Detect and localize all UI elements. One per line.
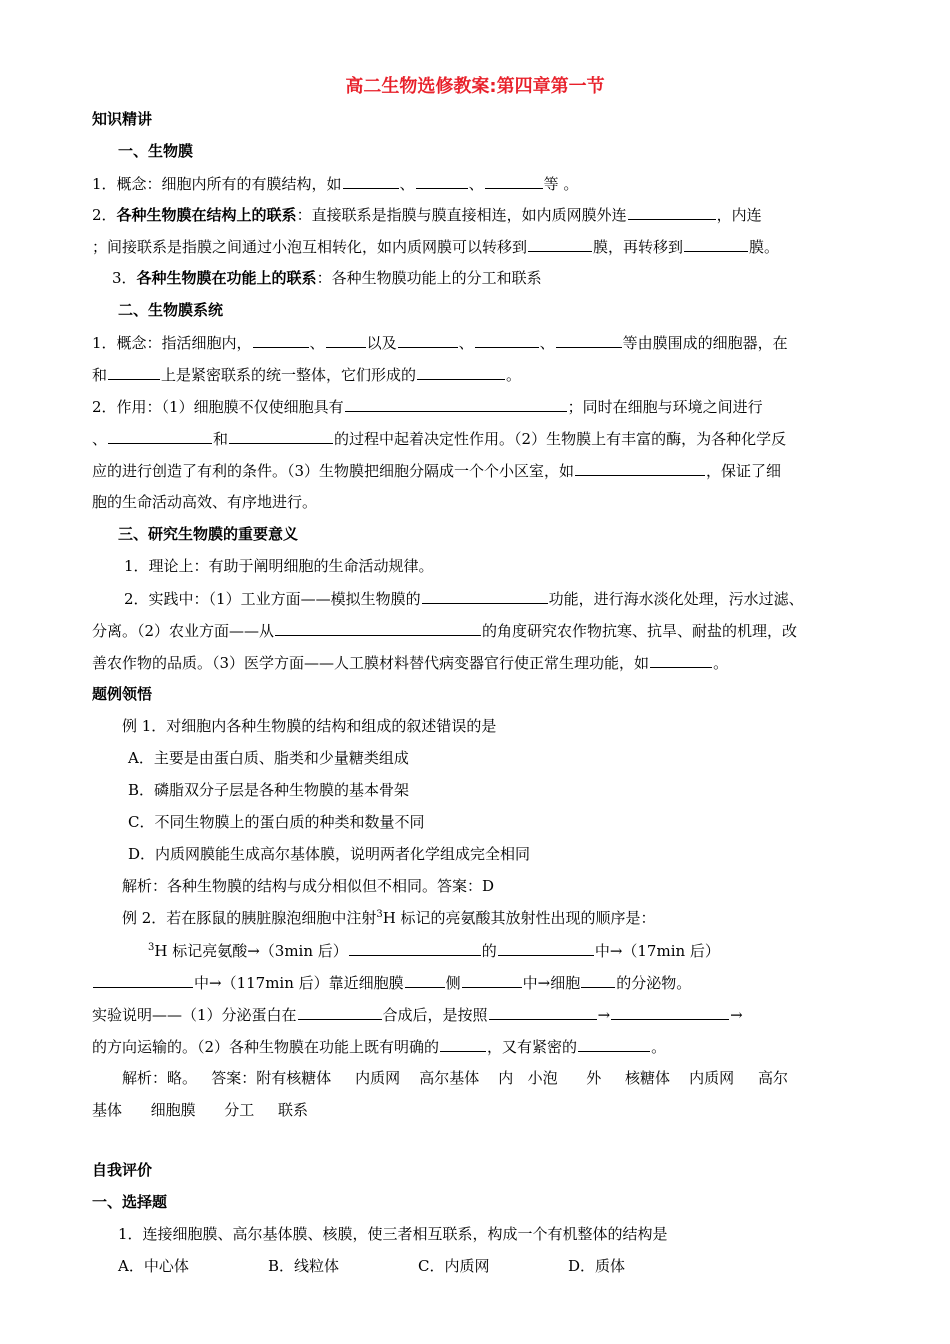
blank: [650, 652, 712, 668]
blank: [485, 173, 543, 189]
blank: [528, 236, 592, 252]
blank: [462, 972, 522, 988]
text: 、: [309, 334, 325, 352]
blank: [489, 1004, 597, 1020]
superscript: 3: [148, 942, 155, 953]
text: 善农作物的品质。（3）医学方面——人工膜材料替代病变器官行使正常生理功能，如: [92, 654, 650, 672]
s1-line-1: [92, 173, 578, 194]
blank: [498, 940, 594, 956]
text: ；同时在细胞与环境之间进行: [567, 398, 763, 416]
blank: [416, 173, 468, 189]
section-knowledge-heading: 知识精讲: [92, 110, 153, 128]
text: 1．概念：细胞内所有的有膜结构，如: [92, 175, 342, 193]
blank: [405, 972, 445, 988]
example-1-option-c: C．不同生物膜上的蛋白质的种类和数量不同: [128, 813, 425, 831]
s3-line-1: 1．理论上：有助于阐明细胞的生命活动规律。: [124, 557, 434, 575]
text: 的过程中起着决定性作用。（2）生物膜上有丰富的酶，为各种化学反: [334, 430, 787, 448]
text: 2．: [92, 206, 117, 224]
blank: [628, 204, 716, 220]
text: 等 。: [543, 175, 579, 193]
text: 合成后，是按照: [382, 1006, 488, 1024]
blank: [398, 332, 458, 348]
blank: [298, 1004, 382, 1020]
blank: [417, 364, 505, 380]
example-1-analysis: 解析：各种生物膜的结构与成分相似但不相同。答案：D: [122, 877, 495, 895]
example-1-option-a: A．主要是由蛋白质、脂类和少量糖类组成: [128, 749, 409, 767]
s1-line-3: [92, 236, 779, 257]
text: ：各种生物膜功能上的分工和联系: [316, 269, 542, 287]
s1-line-2: [92, 204, 762, 225]
s1-heading: 一、生物膜: [118, 142, 194, 160]
text: 。: [713, 654, 729, 672]
example-2-line-3: [92, 1004, 743, 1025]
text: 、: [92, 430, 108, 448]
text: 2．实践中：（1）工业方面——模拟生物膜的: [124, 590, 421, 608]
blank: [108, 364, 160, 380]
arrow: →: [730, 1006, 743, 1024]
section-eval-heading: 自我评价: [92, 1161, 153, 1179]
text: 的方向运输的。（2）各种生物膜在功能上既有明确的: [92, 1038, 440, 1056]
example-2-line-4: [92, 1036, 666, 1057]
s3-heading: 三、研究生物膜的重要意义: [118, 525, 299, 543]
example-2-line-2: [92, 972, 691, 993]
s1-line-4: [112, 268, 542, 288]
section-examples-heading: 题例领悟: [92, 685, 153, 703]
blank: [343, 173, 399, 189]
text: 上是紧密联系的统一整体，它们形成的: [161, 366, 417, 384]
text: ，又有紧密的: [487, 1038, 578, 1056]
s2-line-5: [92, 460, 781, 481]
blank: [556, 332, 622, 348]
text: 的角度研究农作物抗寒、抗旱、耐盐的机理，改: [482, 622, 798, 640]
text: ：直接联系是指膜与膜直接相连，如内质网膜外连: [296, 206, 627, 224]
text: ，内连: [716, 206, 762, 224]
text: ；间接联系是指膜之间通过小泡互相转化，如内质网膜可以转移到: [92, 238, 528, 256]
example-2-answer-line-1: 解析：略。 答案：附有核糖体 内质网 高尔基体 内 小泡 外 核糖体 内质网 高尔: [122, 1069, 788, 1087]
blank: [229, 428, 333, 444]
blank: [326, 332, 366, 348]
text: 。: [651, 1038, 667, 1056]
text: 例 2．若在豚鼠的胰脏腺泡细胞中注射: [122, 909, 377, 927]
blank: [575, 460, 705, 476]
s3-line-4: [92, 652, 728, 673]
s3-line-2: [124, 588, 804, 609]
bold-text: 各种生物膜在功能上的联系: [136, 269, 317, 287]
question-1-option-b: B．线粒体: [268, 1257, 340, 1275]
s2-line-1: [92, 332, 788, 353]
blank: [581, 972, 615, 988]
text: 膜，再转移到: [593, 238, 684, 256]
blank: [253, 332, 309, 348]
blank: [422, 588, 548, 604]
question-1: 1．连接细胞膜、高尔基体膜、核膜，使三者相互联系，构成一个有机整体的结构是: [118, 1225, 668, 1243]
text: 、: [458, 334, 474, 352]
question-1-option-c: C．内质网: [418, 1257, 490, 1275]
text: 应的进行创造了有利的条件。（3）生物膜把细胞分隔成一个个小区室，如: [92, 462, 575, 480]
example-1-question: 例 1．对细胞内各种生物膜的结构和组成的叙述错误的是: [122, 717, 497, 735]
s3-line-3: [92, 620, 797, 641]
blank: [611, 1004, 729, 1020]
example-2-answer-line-2: 基体 细胞膜 分工 联系: [92, 1101, 309, 1119]
example-1-option-b: B．磷脂双分子层是各种生物膜的基本骨架: [128, 781, 410, 799]
text: ，保证了细: [706, 462, 782, 480]
arrow: →: [597, 1006, 611, 1024]
s2-heading: 二、生物膜系统: [118, 301, 224, 319]
text: 中→（17min 后）: [594, 942, 720, 960]
s2-line-3: [92, 396, 763, 417]
text: 和: [213, 430, 229, 448]
bold-text: 各种生物膜在结构上的联系: [116, 206, 297, 224]
blank: [440, 1036, 486, 1052]
text: 实验说明——（1）分泌蛋白在: [92, 1006, 297, 1024]
choice-heading: 一、选择题: [92, 1193, 168, 1211]
text: 分离。（2）农业方面——从: [92, 622, 275, 640]
text: 的分泌物。: [616, 974, 692, 992]
blank: [108, 428, 212, 444]
text: 、: [539, 334, 555, 352]
question-1-option-d: D．质体: [568, 1257, 626, 1275]
text: 。: [506, 366, 522, 384]
text: 、: [468, 175, 484, 193]
blank: [93, 972, 193, 988]
s2-line-6: 胞的生命活动高效、有序地进行。: [92, 493, 318, 511]
s2-line-4: [92, 428, 786, 449]
blank: [349, 940, 481, 956]
text: 中→细胞: [522, 974, 581, 992]
text: 功能，进行海水淡化处理，污水过滤、: [548, 590, 804, 608]
text: 1．概念：指活细胞内，: [92, 334, 252, 352]
text: 等由膜围成的细胞器，在: [622, 334, 788, 352]
blank: [345, 396, 567, 412]
example-2-line-1: [148, 940, 720, 961]
text: 以及: [366, 334, 397, 352]
text: 膜。: [749, 238, 780, 256]
text: H 标记的亮氨酸其放射性出现的顺序是：: [382, 909, 656, 927]
document-title: 高二生物选修教案:第四章第一节: [345, 76, 605, 97]
text: 和: [92, 366, 108, 384]
text: H 标记亮氨酸→（3min 后）: [154, 942, 348, 960]
text: 、: [399, 175, 415, 193]
s2-line-2: [92, 364, 521, 385]
text: 中→（117min 后）靠近细胞膜: [194, 974, 404, 992]
blank: [475, 332, 539, 348]
text: 的: [481, 942, 497, 960]
example-2-question: [122, 908, 656, 928]
text: 3．: [112, 269, 137, 287]
text: 2．作用：（1）细胞膜不仅使细胞具有: [92, 398, 344, 416]
blank: [275, 620, 481, 636]
blank: [578, 1036, 650, 1052]
text: 侧: [445, 974, 461, 992]
example-1-option-d: D．内质网膜能生成高尔基体膜，说明两者化学组成完全相同: [128, 845, 531, 863]
superscript: 3: [376, 909, 383, 920]
blank: [684, 236, 748, 252]
question-1-option-a: A．中心体: [118, 1257, 189, 1275]
